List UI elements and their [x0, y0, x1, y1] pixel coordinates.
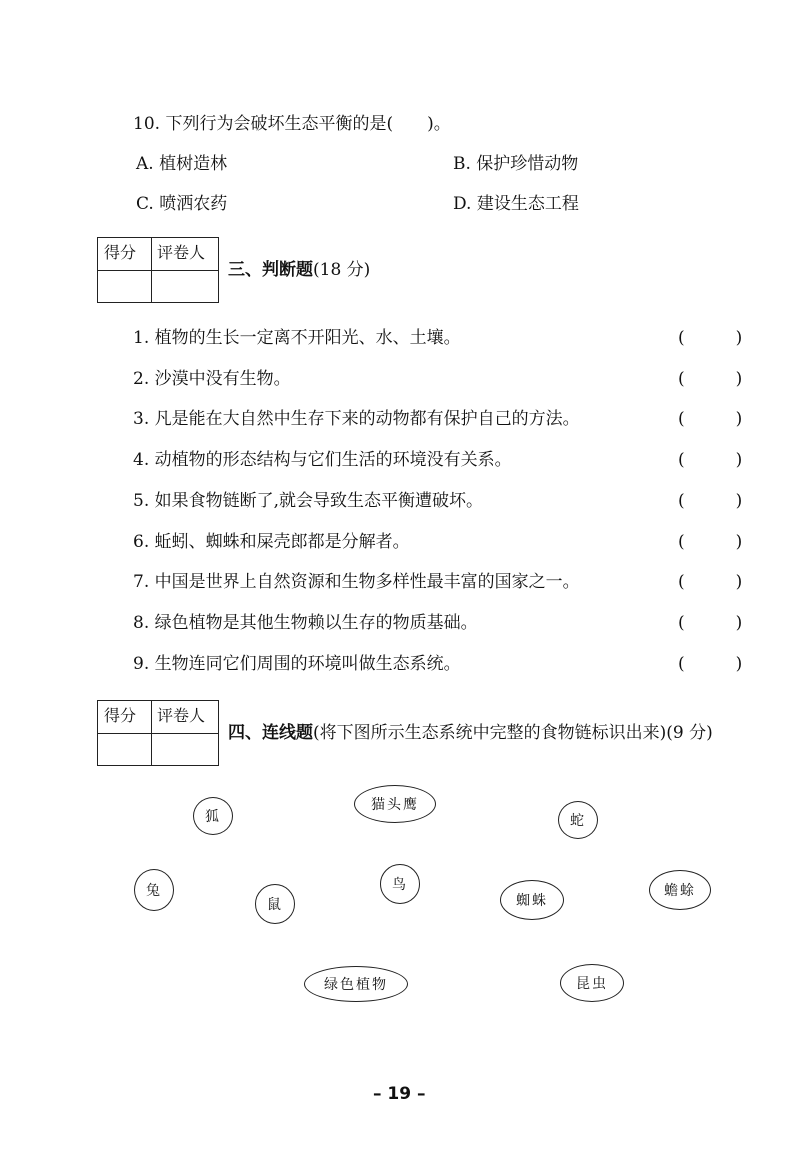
- score-label: 得分: [104, 243, 137, 262]
- option-c[interactable]: C. 喷洒农药: [136, 194, 228, 214]
- score-label: 得分: [104, 706, 137, 725]
- node-snake[interactable]: 蛇: [558, 801, 598, 839]
- true-false-item: 6. 蚯蚓、蜘蛛和屎壳郎都是分解者。: [133, 532, 410, 552]
- score-box-divider: [98, 270, 218, 271]
- grader-input-cell[interactable]: [154, 274, 214, 300]
- answer-blank[interactable]: ( ): [678, 409, 743, 429]
- node-spider[interactable]: 蜘蛛: [500, 880, 564, 920]
- true-false-item: 8. 绿色植物是其他生物赖以生存的物质基础。: [133, 613, 478, 633]
- answer-blank[interactable]: ( ): [678, 654, 743, 674]
- answer-blank[interactable]: ( ): [678, 532, 743, 552]
- score-input-cell[interactable]: [100, 737, 148, 763]
- section-4-heading: 四、连线题: [228, 723, 313, 743]
- option-d[interactable]: D. 建设生态工程: [453, 194, 579, 214]
- answer-blank[interactable]: ( ): [678, 491, 743, 511]
- true-false-item: 4. 动植物的形态结构与它们生活的环境没有关系。: [133, 450, 512, 470]
- grader-label: 评卷人: [157, 706, 206, 725]
- node-green-plant[interactable]: 绿色植物: [304, 966, 408, 1002]
- node-bird[interactable]: 鸟: [380, 864, 420, 904]
- section-3-points: (18 分): [313, 260, 371, 280]
- option-a[interactable]: A. 植树造林: [136, 154, 228, 174]
- grader-label: 评卷人: [157, 243, 206, 262]
- node-insect[interactable]: 昆虫: [560, 964, 624, 1002]
- section-4-instruction: (将下图所示生态系统中完整的食物链标识出来)(9 分): [313, 723, 713, 743]
- score-box-section-4: [97, 700, 219, 766]
- true-false-item: 2. 沙漠中没有生物。: [133, 369, 291, 389]
- page-number: – 19 –: [373, 1084, 426, 1104]
- node-mouse[interactable]: 鼠: [255, 884, 295, 924]
- node-fox[interactable]: 狐: [193, 797, 233, 835]
- true-false-item: 9. 生物连同它们周围的环境叫做生态系统。: [133, 654, 461, 674]
- node-toad[interactable]: 蟾蜍: [649, 870, 711, 910]
- node-owl[interactable]: 猫头鹰: [354, 785, 436, 823]
- true-false-item: 7. 中国是世界上自然资源和生物多样性最丰富的国家之一。: [133, 572, 580, 592]
- question-10-stem: 10. 下列行为会破坏生态平衡的是( )。: [133, 114, 451, 134]
- grader-input-cell[interactable]: [154, 737, 214, 763]
- section-3-title: [228, 259, 370, 281]
- score-box-divider: [98, 733, 218, 734]
- true-false-item: 1. 植物的生长一定离不开阳光、水、土壤。: [133, 328, 461, 348]
- section-4-title: [228, 722, 713, 744]
- answer-blank[interactable]: ( ): [678, 328, 743, 348]
- answer-blank[interactable]: ( ): [678, 613, 743, 633]
- score-input-cell[interactable]: [100, 274, 148, 300]
- score-box-divider: [151, 238, 152, 302]
- answer-blank[interactable]: ( ): [678, 369, 743, 389]
- score-box-section-3: [97, 237, 219, 303]
- score-box-divider: [151, 701, 152, 765]
- true-false-item: 3. 凡是能在大自然中生存下来的动物都有保护自己的方法。: [133, 409, 580, 429]
- answer-blank[interactable]: ( ): [678, 450, 743, 470]
- option-b[interactable]: B. 保护珍惜动物: [453, 154, 579, 174]
- section-3-heading: 三、判断题: [228, 260, 313, 280]
- true-false-item: 5. 如果食物链断了,就会导致生态平衡遭破坏。: [133, 491, 484, 511]
- node-rabbit[interactable]: 兔: [134, 869, 174, 911]
- answer-blank[interactable]: ( ): [678, 572, 743, 592]
